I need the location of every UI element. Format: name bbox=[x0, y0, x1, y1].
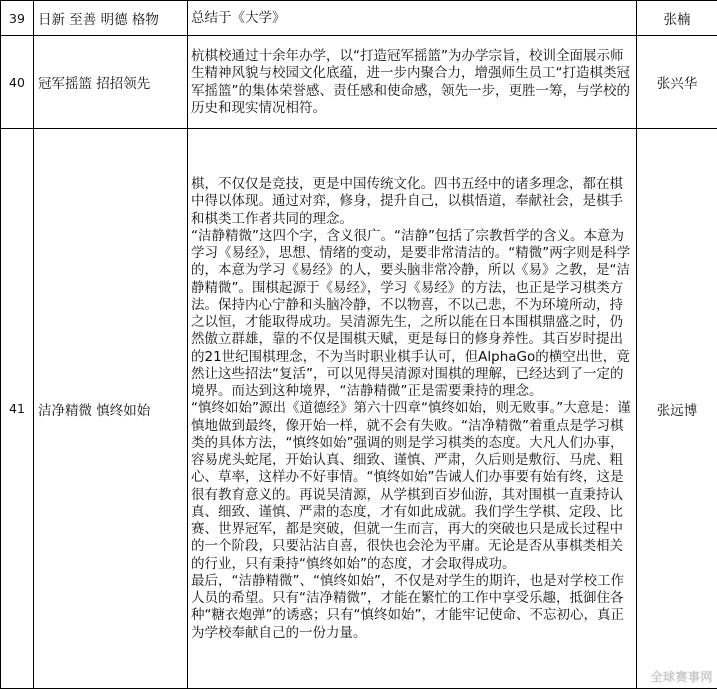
author-cell: 张远博 bbox=[637, 129, 717, 689]
row-number: 41 bbox=[1, 129, 34, 689]
content-paragraph: “慎终如始”源出《道德经》第六十四章“慎终如始，则无败事。”大意是：谨慎地做到最终，像开始一样，就不会有失败。“洁净精微”着重点是学习棋类的具体方法，“慎终如始”强调的则是学习棋类的态度。大凡人们办事，容易虎头蛇尾，开始认真、细致、谨慎、严肃，久后则是敷衍、马虎、粗心、草率，这样办不好事情。“慎终如始”告诫人们办事要有始有终，这是很有教育意义的。再说吴清源，从学棋到百岁仙游，其对围棋一直秉持认真、细致、谨慎、严肃的态度，才有如此成就。我们学生学棋、定段、比赛、世界冠军，都是突破，但就一生而言，再大的突破也只是成长过程中的一个阶段，只要沾沾自喜，很快也会沦为平庸。无论是否从事棋类相关的行业，只有秉持“慎终如始”的态度，才会取得成功。 bbox=[191, 400, 633, 573]
content-paragraph: 最后，“洁静精微”、“慎终如始”，不仅是对学生的期许，也是对学校工作人员的希望。只有“洁净精微”，才能在繁忙的工作中享受乐趣，抵御住各种“糖衣炮弹”的诱惑；只有“慎终如始”，才能牢记使命、不忘初心，真正为学校奉献自己的一份力量。 bbox=[191, 573, 633, 642]
row-number: 40 bbox=[1, 36, 34, 129]
watermark-logo: 全球赛事网 bbox=[650, 668, 713, 685]
content-cell bbox=[188, 1, 637, 36]
slogan-cell: 冠军摇篮 招招领先 bbox=[34, 36, 188, 129]
table-row bbox=[1, 36, 717, 129]
row-number: 39 bbox=[1, 1, 34, 36]
content-cell bbox=[188, 129, 637, 689]
content-cell bbox=[188, 36, 637, 129]
author-cell: 张楠 bbox=[637, 1, 717, 36]
author-cell: 张兴华 bbox=[637, 36, 717, 129]
content-paragraph: “洁静精微”这四个字，含义很广。“洁静”包括了宗教哲学的含义。本意为学习《易经》，思想、情绪的变动，是要非常清洁的。“精微”两字则是科学的，本意为学习《易经》的人，要头脑非常冷静，所以《易》之教，是“洁静精微”。围棋起源于《易经》，学习《易经》的方法，也正是学习棋类方法。保持内心宁静和头脑冷静，不以物喜，不以己悲，不为环境所动，持之以恒，才能取得成功。吴清源先生，之所以能在日本围棋鼎盛之时，仍然傲立群雄，靠的不仅是围棋天赋，更是每日的修身养性。其百岁时提出的21世纪围棋理念，不为当时职业棋手认可，但AlphaGo的横空出世，竟然让这些招法“复活”，可以见得吴清源对围棋的理解，已经达到了一定的境界。而达到这种境界，“洁静精微”正是需要秉持的理念。 bbox=[191, 228, 633, 401]
content-paragraph: 棋，不仅仅是竞技，更是中国传统文化。四书五经中的诸多理念，都在棋中得以体现。通过对弈，修身，提升自己，以棋悟道，奉献社会，是棋手和棋类工作者共同的理念。 bbox=[191, 176, 633, 228]
slogan-cell: 洁净精微 慎终如始 bbox=[34, 129, 188, 689]
table-row bbox=[1, 1, 717, 36]
slogan-cell: 日新 至善 明德 格物 bbox=[34, 1, 188, 36]
content-paragraph: 杭棋校通过十余年办学，以“打造冠军摇篮”为办学宗旨，校训全面展示师生精神风貌与校园文化底蕴，进一步内聚合力，增强师生员工“打造棋类冠军摇篮”的集体荣誉感、责任感和使命感，领先一步，更胜一筹，与学校的历史和现实情况相符。 bbox=[191, 48, 633, 117]
table-row bbox=[1, 129, 717, 689]
content-paragraph: 总结于《大学》 bbox=[191, 10, 633, 27]
